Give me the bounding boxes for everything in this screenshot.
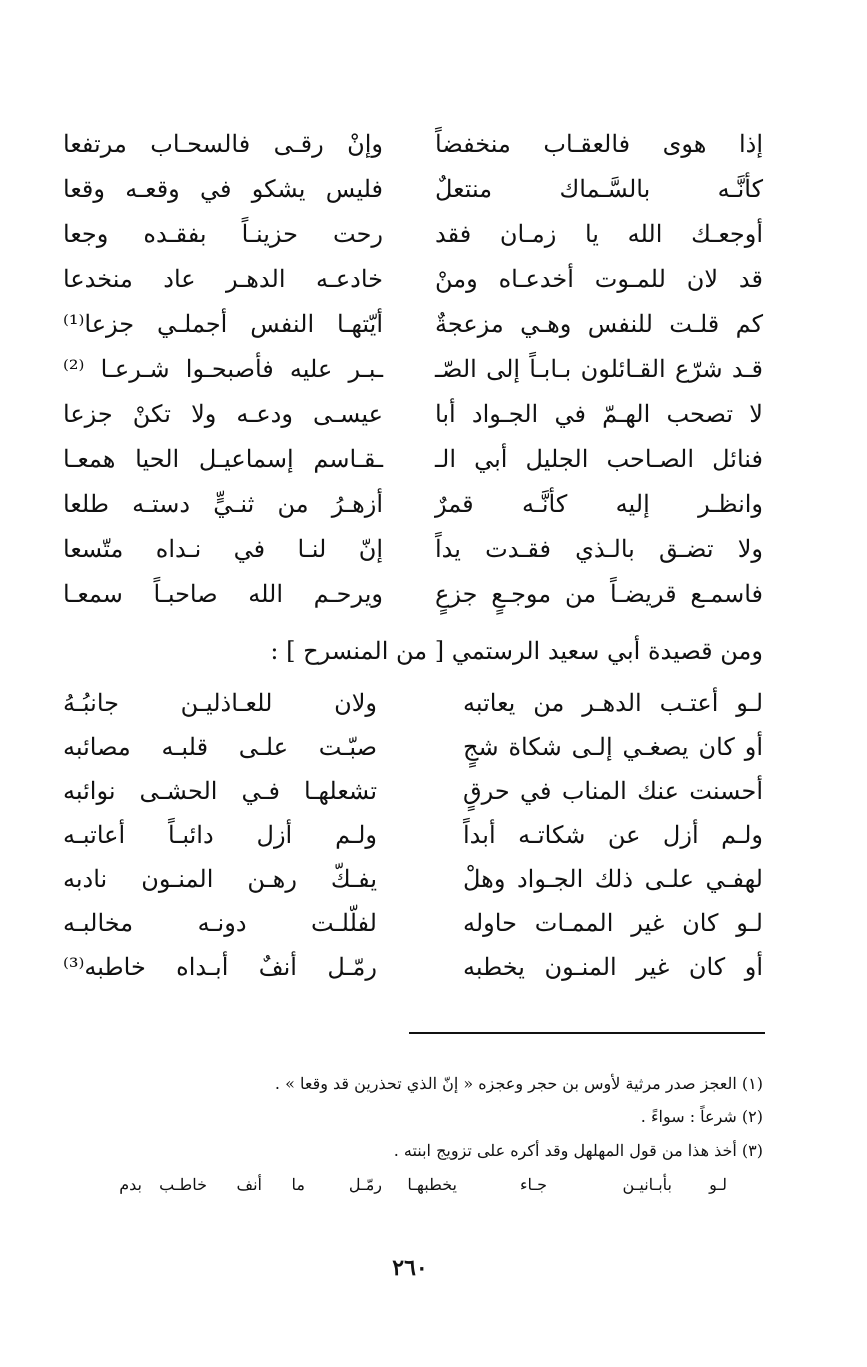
verse-first-hemistich: إذا هوى فالعقـاب منخفضاً xyxy=(435,130,763,158)
verse-second-hemistich: رمّـل أنفٌ أبـداه خاطبه⁽³⁾ xyxy=(63,953,377,981)
verse-line xyxy=(63,903,763,947)
verse-second-hemistich: ويرحـم الله صاحبـاً سمعـا xyxy=(63,580,383,608)
footnote-verse-word: أنف xyxy=(236,1175,262,1194)
verse-first-hemistich: لا تصحب الهـمّ في الجـواد أبا xyxy=(435,400,763,428)
verse-second-hemistich: عيسـى ودعـه ولا تكنْ جزعا xyxy=(63,400,383,428)
verse-second-hemistich: وإنْ رقـى فالسحـاب مرتفعا xyxy=(63,130,383,158)
verse-second-hemistich: ـقـاسم إسماعيـل الحيا همعـا xyxy=(63,445,383,473)
poem-intro-line: ومن قصيدة أبي سعيد الرستمي [ من المنسرح ] : xyxy=(270,637,763,665)
footnote-2: (٢) شرعاً : سواءً . xyxy=(640,1107,763,1126)
verse-line xyxy=(63,349,763,394)
footnote-3: (٣) أخذ هذا من قول المهلهل وقد أكره على تزويج ابنته . xyxy=(393,1141,763,1160)
verse-second-hemistich: صبّـت علـى قلبـه مصائبه xyxy=(63,733,377,761)
footnote-verse-word: رمّـل xyxy=(348,1175,382,1194)
verse-first-hemistich: لهفـي علـى ذلك الجـواد وهلْ xyxy=(463,865,763,893)
verse-first-hemistich: لـو أعتـب الدهـر من يعاتبه xyxy=(463,689,763,717)
footnote-verse-word: بدم xyxy=(119,1175,142,1194)
footnote-verse-word: يخطبهـا xyxy=(407,1175,457,1194)
verse-line xyxy=(63,947,763,991)
verse-line xyxy=(63,439,763,484)
verse-first-hemistich: أو كان يصغـي إلـى شكاة شجٍ xyxy=(463,733,763,761)
verse-line xyxy=(63,124,763,169)
verse-second-hemistich: خادعـه الدهـر عاد منخدعا xyxy=(63,265,383,293)
footnote-1: (١) العجز صدر مرثية لأوس بن حجر وعجزه « إنّ الذي تحذرين قد وقعا » . xyxy=(274,1074,763,1093)
poem-block-2 xyxy=(63,683,763,991)
verse-line xyxy=(63,484,763,529)
poem-block-1 xyxy=(63,124,763,619)
verse-first-hemistich: قد لان للمـوت أخدعـاه ومنْ xyxy=(435,265,763,293)
verse-line xyxy=(63,394,763,439)
verse-first-hemistich: فاسمـع قريضـاً من موجـعٍ جزعٍ xyxy=(435,580,763,608)
verse-first-hemistich: قـد شرّع القـائلون بـابـاً إلى الصّـ xyxy=(435,355,763,383)
verse-second-hemistich: لفلّلـت دونـه مخالبـه xyxy=(63,909,377,937)
verse-first-hemistich: ولـم أزل عن شكاتـه أبداً xyxy=(463,821,763,849)
verse-line xyxy=(63,259,763,304)
verse-line xyxy=(63,214,763,259)
verse-second-hemistich: إنّ لنـا في نـداه متّسعا xyxy=(63,535,383,563)
verse-line xyxy=(63,529,763,574)
verse-line xyxy=(63,683,763,727)
verse-second-hemistich: فليس يشكو في وقعـه وقعا xyxy=(63,175,383,203)
verse-line xyxy=(63,574,763,619)
footnote-verse xyxy=(107,1173,727,1201)
footnote-separator xyxy=(409,1032,765,1034)
verse-second-hemistich: أزهـرُ من ثنـيٍّ دستـه طلعا xyxy=(63,490,383,518)
verse-second-hemistich: يفـكّ رهـن المنـون نادبه xyxy=(63,865,377,893)
verse-first-hemistich: أو كان غير المنـون يخطبه xyxy=(463,953,763,981)
footnote-verse-word: ما xyxy=(291,1175,305,1194)
verse-first-hemistich: لـو كان غير الممـات حاوله xyxy=(463,909,763,937)
page-number: ٢٦٠ xyxy=(392,1255,428,1281)
verse-first-hemistich: ولا تضـق بالـذي فقـدت يداً xyxy=(435,535,763,563)
verse-first-hemistich: كم قلـت للنفس وهـي مزعجةٌ xyxy=(435,310,763,338)
verse-first-hemistich: أوجعـك الله يا زمـان فقد xyxy=(435,220,763,248)
verse-line xyxy=(63,304,763,349)
verse-first-hemistich: فنائل الصـاحب الجليل أبي الـ xyxy=(435,445,763,473)
verse-line xyxy=(63,815,763,859)
verse-line xyxy=(63,169,763,214)
verse-line xyxy=(63,859,763,903)
verse-line xyxy=(63,727,763,771)
verse-second-hemistich: تشعلهـا فـي الحشـى نوائبه xyxy=(63,777,377,805)
verse-first-hemistich: وانظـر إليه كأنَّـه قمرٌ xyxy=(435,490,763,518)
verse-second-hemistich: ولان للعـاذليـن جانبُـهُ xyxy=(63,689,377,717)
footnote-verse-word: خاطـب xyxy=(159,1175,207,1194)
verse-line xyxy=(63,771,763,815)
verse-second-hemistich: أيّتهـا النفس أجملـي جزعا⁽¹⁾ xyxy=(63,310,383,338)
verse-second-hemistich: رحت حزينـاً بفقـده وجعا xyxy=(63,220,383,248)
verse-second-hemistich: ـبـر عليه فأصبحـوا شـرعـا ⁽²⁾ xyxy=(63,355,383,383)
verse-first-hemistich: أحسنت عنك المناب في حرقٍ xyxy=(463,777,763,805)
verse-second-hemistich: ولـم أزل دائبـاً أعاتبـه xyxy=(63,821,377,849)
footnote-verse-word: لـو xyxy=(709,1175,727,1194)
verse-first-hemistich: كأنَّـه بالسَّـماك منتعلٌ xyxy=(435,175,763,203)
footnote-verse-word: بأبـانيـن xyxy=(622,1175,672,1194)
footnote-verse-word: جـاء xyxy=(520,1175,547,1194)
